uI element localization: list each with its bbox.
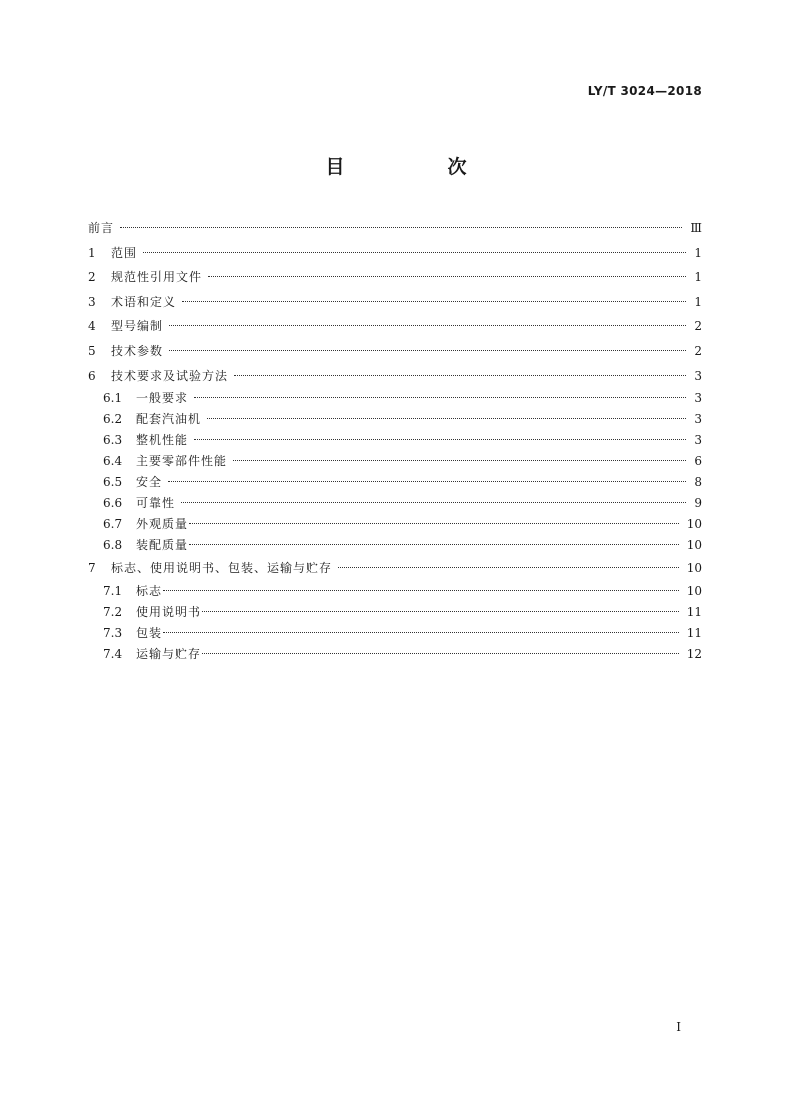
toc-entry[interactable] — [88, 339, 702, 364]
dot-leader — [163, 590, 679, 591]
toc-entry-number: 6.3 — [103, 433, 123, 448]
dot-leader — [163, 632, 679, 633]
dot-leader — [208, 276, 686, 277]
toc-entry-page: 1 — [694, 245, 702, 260]
dot-leader — [194, 397, 686, 398]
toc-entry-page: 3 — [694, 368, 702, 383]
toc-entry-page: 8 — [694, 475, 702, 490]
toc-entry[interactable] — [88, 216, 702, 241]
toc-entry-number: 6.5 — [103, 475, 123, 490]
toc-entry-label: 整机性能 — [136, 433, 189, 448]
toc-entry-label: 技术参数 — [111, 343, 164, 358]
toc-entry-page: 1 — [694, 270, 702, 285]
toc-entry-number: 6.8 — [103, 538, 123, 553]
dot-leader — [169, 325, 686, 326]
toc-entry-page: 11 — [686, 604, 702, 619]
toc-entry-page: Ⅲ — [690, 221, 702, 235]
toc-entry-number: 6.7 — [103, 517, 123, 532]
dot-leader — [194, 439, 686, 440]
toc-entry-label: 外观质量 — [136, 517, 189, 532]
toc-entry-label: 安全 — [136, 475, 163, 490]
toc-entry-number: 6.4 — [103, 454, 123, 469]
page-title: 目 次 — [325, 156, 509, 178]
toc-entry-page: 10 — [686, 538, 702, 553]
toc-entry-page: 3 — [694, 412, 702, 427]
toc-entry-label: 主要零部件性能 — [136, 454, 228, 469]
toc-entry-label: 装配质量 — [136, 538, 189, 553]
toc-entry-number: 7.1 — [103, 583, 123, 598]
toc-entry-label: 术语和定义 — [111, 294, 177, 309]
toc-entry[interactable] — [88, 314, 702, 339]
toc-entry-label: 使用说明书 — [136, 604, 202, 619]
toc-entry-label: 范围 — [111, 245, 138, 260]
toc-entry-number: 7.2 — [103, 604, 123, 619]
toc-entry-page: 3 — [694, 433, 702, 448]
dot-leader — [143, 252, 686, 253]
toc-entry-number: 4 — [88, 319, 96, 334]
toc-entry-label: 标志 — [136, 583, 163, 598]
toc-entry-label: 前言 — [88, 221, 115, 235]
toc-entry-number: 6.6 — [103, 496, 123, 511]
toc-entry-page: 9 — [694, 496, 702, 511]
toc-entry[interactable] — [88, 644, 702, 665]
dot-leader — [233, 460, 686, 461]
toc-entry[interactable] — [88, 364, 702, 389]
toc-entry[interactable] — [88, 535, 702, 556]
page-number: I — [676, 1020, 681, 1034]
toc-entry[interactable] — [88, 623, 702, 644]
toc-entry[interactable] — [88, 514, 702, 535]
toc-entry-label: 规范性引用文件 — [111, 270, 203, 285]
toc-entry-page: 2 — [694, 343, 702, 358]
toc-entry-page: 3 — [694, 391, 702, 406]
toc-entry-number: 6 — [88, 368, 96, 383]
dot-leader — [338, 567, 679, 568]
dot-leader — [189, 523, 679, 524]
dot-leader — [181, 502, 686, 503]
toc-entry-number: 1 — [88, 245, 96, 260]
dot-leader — [202, 611, 679, 612]
toc-entry-number: 6.1 — [103, 391, 123, 406]
toc-entry-page: 6 — [694, 454, 702, 469]
dot-leader — [207, 418, 686, 419]
toc-entry-page: 10 — [686, 517, 702, 532]
toc-entry-label: 配套汽油机 — [136, 412, 202, 427]
toc-entry-number: 7 — [88, 561, 96, 576]
toc-entry-page: 11 — [686, 625, 702, 640]
toc-entry[interactable] — [88, 430, 702, 451]
dot-leader — [182, 301, 686, 302]
toc-entry-number: 7.3 — [103, 625, 123, 640]
toc-entry-page: 10 — [686, 561, 702, 576]
toc-entry-label: 标志、使用说明书、包装、运输与贮存 — [111, 561, 333, 576]
toc-entry[interactable] — [88, 265, 702, 290]
toc-entry[interactable] — [88, 409, 702, 430]
dot-leader — [169, 350, 686, 351]
dot-leader — [234, 375, 686, 376]
toc-entry[interactable] — [88, 493, 702, 514]
table-of-contents — [88, 216, 702, 665]
toc-entry[interactable] — [88, 451, 702, 472]
toc-entry-label: 技术要求及试验方法 — [111, 368, 229, 383]
toc-entry-number: 5 — [88, 343, 96, 358]
toc-entry-number: 6.2 — [103, 412, 123, 427]
toc-entry-page: 1 — [694, 294, 702, 309]
dot-leader — [168, 481, 686, 482]
toc-entry-label: 可靠性 — [136, 496, 176, 511]
toc-entry-page: 10 — [686, 583, 702, 598]
toc-entry[interactable] — [88, 472, 702, 493]
toc-entry[interactable] — [88, 388, 702, 409]
dot-leader — [120, 227, 682, 228]
toc-entry[interactable] — [88, 290, 702, 315]
toc-entry-page: 12 — [686, 646, 702, 661]
toc-entry-label: 包装 — [136, 625, 163, 640]
toc-entry-number: 7.4 — [103, 646, 123, 661]
toc-entry[interactable] — [88, 581, 702, 602]
dot-leader — [189, 544, 679, 545]
toc-entry-page: 2 — [694, 319, 702, 334]
toc-entry-label: 运输与贮存 — [136, 646, 202, 661]
toc-entry-number: 3 — [88, 294, 96, 309]
toc-entry-number: 2 — [88, 270, 96, 285]
toc-entry[interactable] — [88, 602, 702, 623]
toc-entry[interactable] — [88, 241, 702, 266]
standard-code: LY/T 3024—2018 — [587, 84, 702, 98]
toc-entry[interactable] — [88, 556, 702, 581]
dot-leader — [202, 653, 679, 654]
toc-entry-label: 型号编制 — [111, 319, 164, 334]
toc-entry-label: 一般要求 — [136, 391, 189, 406]
